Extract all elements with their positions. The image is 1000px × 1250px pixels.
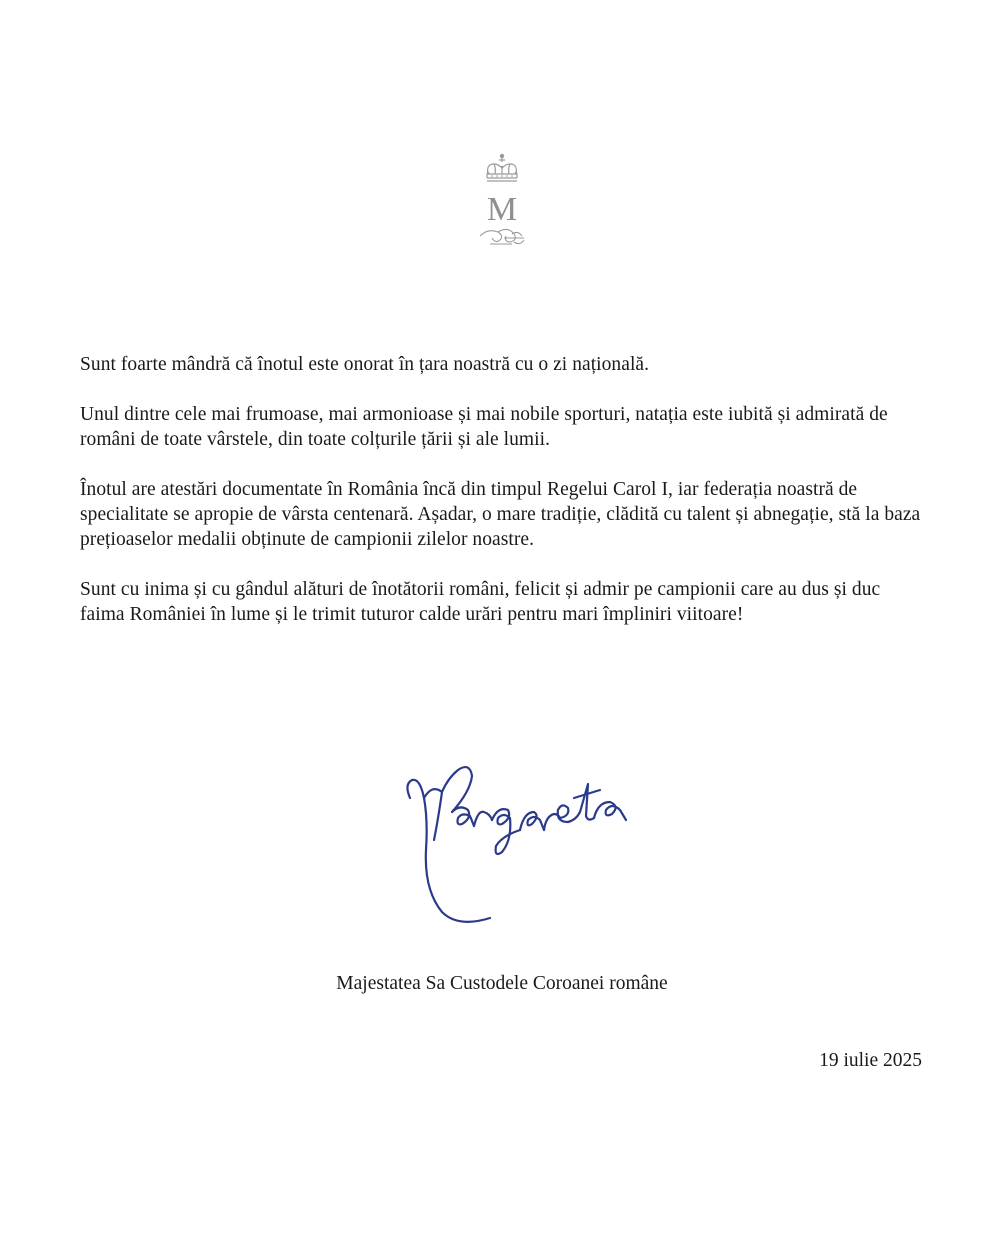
- svg-text:M: M: [486, 191, 518, 228]
- letter-paragraph: Sunt foarte mândră că înotul este onorat în țara noastră cu o zi națională.: [80, 354, 650, 375]
- handwritten-signature: [398, 740, 648, 930]
- royal-monogram: [468, 152, 536, 248]
- signature-drawing: [398, 740, 648, 930]
- letter-paragraph: Unul dintre cele mai frumoase, mai armonioase și mai nobile sporturi, natația este iubită și admirată de români de toate vârstele, din toate colțurile țării și ale lumii.: [80, 404, 888, 450]
- letter-date: 19 iulie 2025: [819, 1050, 922, 1071]
- letter-paragraph: Sunt cu inima și cu gândul alături de înotătorii români, felicit și admir pe campionii care au dus și duc faima României în lume și le trimit tuturor calde urări pentru mari împliniri viitoare!: [80, 579, 881, 625]
- signer-title: Majestatea Sa Custodele Coroanei române: [336, 973, 668, 994]
- royal-crown-monogram-icon: [468, 152, 536, 248]
- letter-paragraph: Înotul are atestări documentate în România încă din timpul Regelui Carol I, iar federația noastră de specialitate se apropie de vârsta centenară. Așadar, o mare tradiție, clădită cu talent și abnegație, stă la baza prețioaselor medalii obținute de campionii zilelor noastre.: [80, 479, 921, 550]
- letter-body: [80, 352, 922, 652]
